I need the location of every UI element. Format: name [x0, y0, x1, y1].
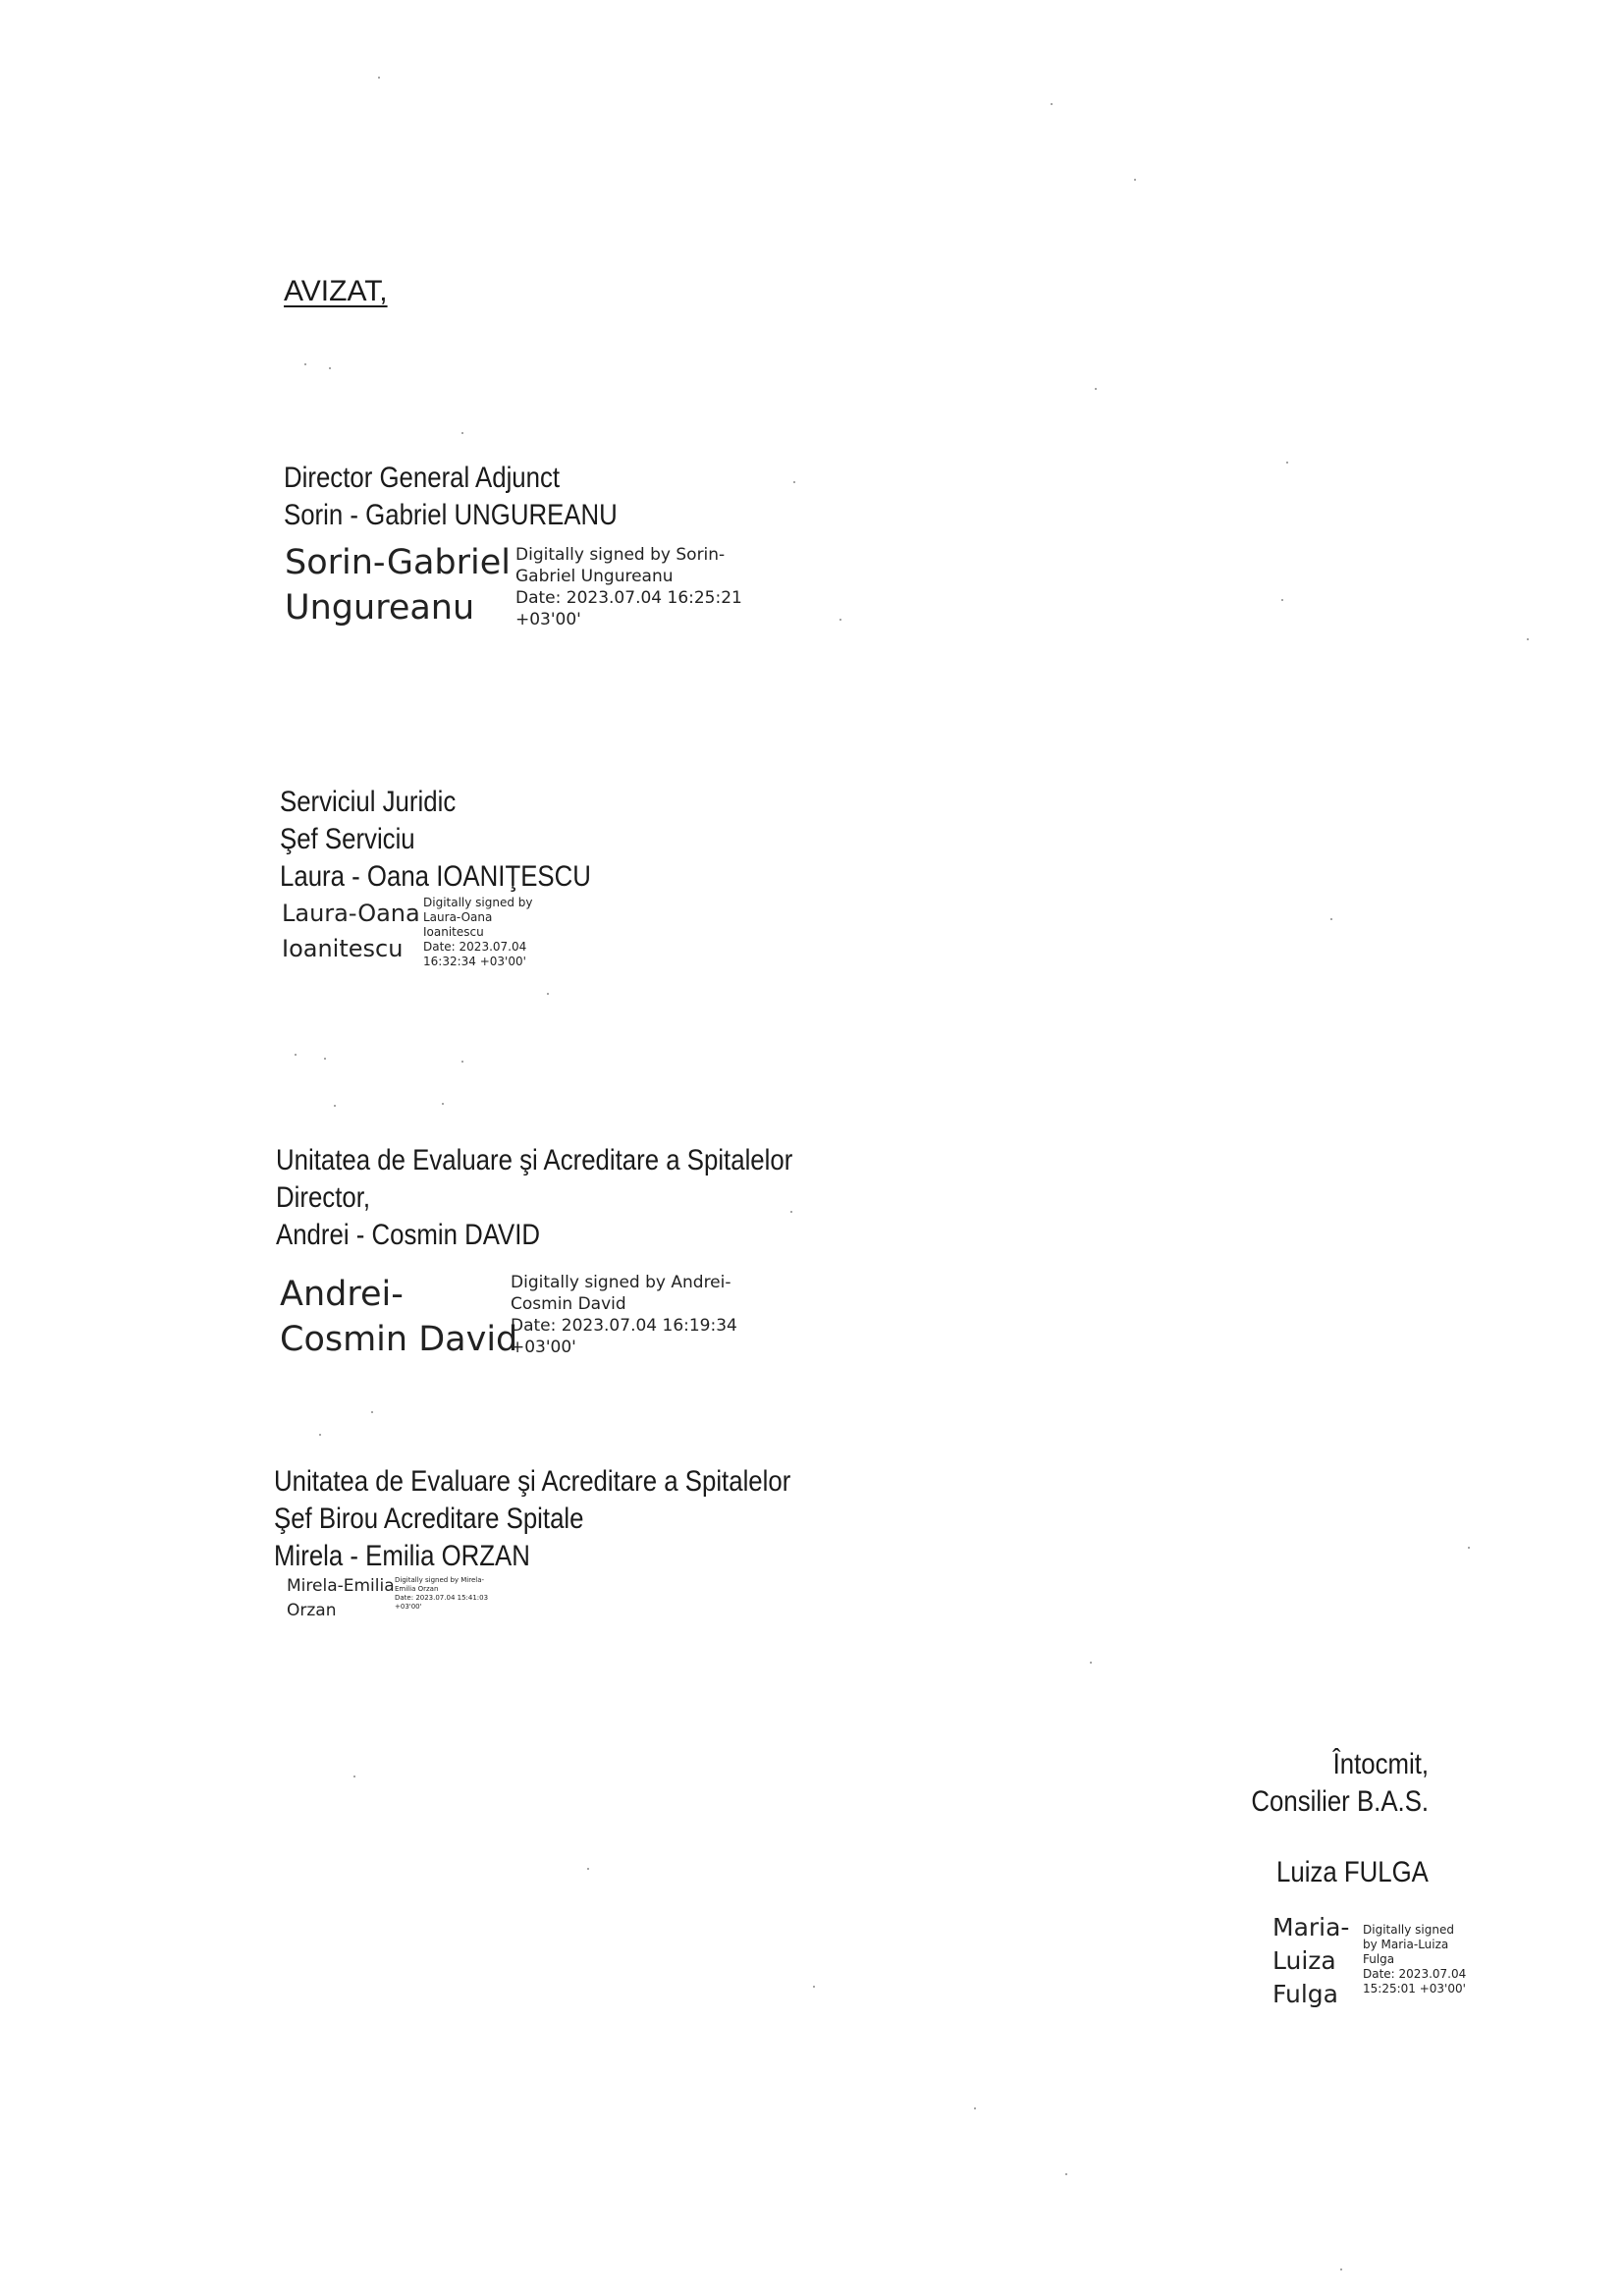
approver-name: Laura - Oana IOANIŢESCU — [280, 860, 591, 893]
approver-title: Director, — [276, 1181, 371, 1214]
signature-detail-line: +03'00' — [395, 1603, 422, 1611]
signature-name-line: Fulga — [1272, 1980, 1338, 2008]
scan-speck — [334, 1105, 336, 1107]
approver-name: Sorin - Gabriel UNGUREANU — [284, 499, 618, 531]
scan-speck — [1095, 388, 1097, 390]
signature-name-line: Cosmin David — [280, 1320, 518, 1359]
approver-title: Şef Serviciu — [280, 823, 415, 855]
approver-title: Şef Birou Acreditare Spitale — [274, 1503, 584, 1535]
prepared-label: Întocmit, — [1332, 1748, 1429, 1780]
scan-speck — [587, 1868, 589, 1870]
scan-speck — [790, 1211, 792, 1213]
signature-details — [511, 1272, 737, 1358]
scan-speck — [1090, 1662, 1092, 1664]
scan-speck — [461, 1061, 463, 1063]
scan-speck — [353, 1776, 355, 1777]
signature-detail-line: +03'00' — [511, 1338, 576, 1357]
digital-signature-david — [280, 1272, 737, 1362]
signature-name-line: Andrei- — [280, 1275, 404, 1314]
approver-name: Mirela - Emilia ORZAN — [274, 1540, 530, 1572]
scan-speck — [1065, 2173, 1067, 2175]
scan-speck — [442, 1103, 444, 1105]
signature-detail-line: Digitally signed by Andrei- — [511, 1273, 731, 1292]
prepared-title: Consilier B.A.S. — [1251, 1785, 1429, 1818]
signature-detail-line: Date: 2023.07.04 15:41:03 — [395, 1594, 489, 1602]
approver-block-director-evaluare — [276, 1142, 877, 1254]
scan-speck — [1134, 179, 1136, 181]
heading-avizat: AVIZAT, — [284, 275, 388, 307]
signature-detail-line: Date: 2023.07.04 16:25:21 — [515, 588, 742, 608]
prepared-by-block — [1222, 1746, 1429, 1821]
scan-speck — [1340, 2269, 1342, 2270]
scan-speck — [319, 1434, 321, 1436]
signature-detail-line: Digitally signed by Mirela- — [395, 1576, 485, 1584]
scan-speck — [547, 993, 549, 995]
approver-department: Unitatea de Evaluare şi Acreditare a Spitalelor — [276, 1144, 793, 1176]
approver-block-birou-acreditare — [274, 1463, 875, 1575]
signature-name — [285, 540, 511, 630]
signature-name-line: Maria- — [1272, 1913, 1350, 1941]
signature-detail-line: 15:25:01 +03'00' — [1363, 1982, 1466, 1995]
signature-details — [1363, 1923, 1466, 1996]
signature-details — [515, 544, 742, 630]
digital-signature-ungureanu — [285, 540, 742, 630]
signature-name-line: Ioanitescu — [282, 935, 404, 962]
scan-speck — [1468, 1547, 1470, 1549]
signature-name-line: Laura-Oana — [282, 900, 420, 927]
signature-name — [287, 1574, 395, 1623]
scan-speck — [813, 1986, 815, 1988]
signature-details — [423, 896, 533, 969]
approver-title: Director General Adjunct — [284, 462, 561, 494]
signature-detail-line: Date: 2023.07.04 — [423, 940, 527, 954]
scan-speck — [793, 481, 795, 483]
signature-details — [395, 1576, 488, 1612]
scan-speck — [1330, 918, 1332, 920]
prepared-person: Luiza FULGA — [1276, 1856, 1429, 1888]
signature-detail-line: Emilia Orzan — [395, 1585, 439, 1593]
signature-detail-line: Digitally signed by — [423, 896, 533, 909]
signature-name-line: Sorin-Gabriel — [285, 543, 511, 582]
signature-detail-line: Ioanitescu — [423, 925, 484, 939]
approver-department: Serviciul Juridic — [280, 786, 457, 818]
scan-speck — [1281, 599, 1283, 601]
scan-speck — [839, 619, 841, 621]
approver-name: Andrei - Cosmin DAVID — [276, 1219, 541, 1251]
approver-department: Unitatea de Evaluare şi Acreditare a Spitalelor — [274, 1465, 791, 1498]
scan-speck — [304, 363, 306, 365]
scan-speck — [974, 2107, 976, 2109]
signature-name-line: Orzan — [287, 1601, 337, 1620]
signature-detail-line: Gabriel Ungureanu — [515, 567, 674, 586]
scan-speck — [295, 1054, 297, 1056]
signature-detail-line: 16:32:34 +03'00' — [423, 955, 526, 968]
signature-name — [1272, 1911, 1363, 2011]
signature-detail-line: Date: 2023.07.04 16:19:34 — [511, 1316, 737, 1336]
digital-signature-fulga — [1272, 1911, 1466, 2011]
scan-speck — [378, 77, 380, 79]
signature-name — [282, 896, 419, 966]
signature-detail-line: Digitally signed — [1363, 1923, 1454, 1937]
scan-speck — [1286, 462, 1288, 464]
scan-speck — [324, 1058, 326, 1060]
signature-detail-line: Laura-Oana — [423, 910, 493, 924]
scan-speck — [1051, 103, 1053, 105]
digital-signature-ioanitescu — [282, 896, 533, 969]
scan-speck — [371, 1411, 373, 1413]
approver-block-juridic — [280, 784, 641, 896]
signature-detail-line: Cosmin David — [511, 1294, 626, 1314]
signature-detail-line: +03'00' — [515, 610, 581, 629]
signature-detail-line: Fulga — [1363, 1952, 1395, 1966]
signature-name — [280, 1272, 518, 1362]
approver-block-director-general — [284, 460, 672, 534]
signature-name-line: Luiza — [1272, 1946, 1336, 1975]
signature-detail-line: Date: 2023.07.04 — [1363, 1967, 1467, 1981]
scan-speck — [1527, 638, 1529, 640]
digital-signature-orzan — [287, 1574, 488, 1623]
scan-speck — [329, 367, 331, 369]
signature-name-line: Ungureanu — [285, 588, 475, 628]
signature-detail-line: Digitally signed by Sorin- — [515, 545, 726, 565]
signature-detail-line: by Maria-Luiza — [1363, 1938, 1449, 1951]
scan-speck — [461, 432, 463, 434]
signature-name-line: Mirela-Emilia — [287, 1576, 395, 1596]
